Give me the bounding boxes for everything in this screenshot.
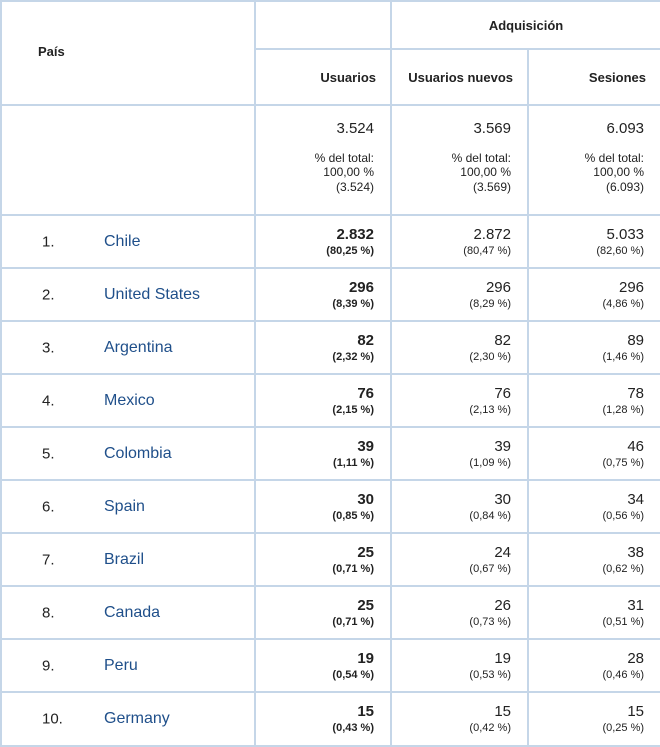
users-cell [255, 533, 391, 586]
row-rank: 5. [42, 445, 55, 462]
row-rank: 3. [42, 339, 55, 356]
totals-sessions-cell [528, 105, 660, 215]
country-cell [1, 586, 255, 639]
users-value: 296 [348, 278, 374, 296]
sessions-pct: (0,51 %) [602, 615, 645, 628]
users-value: 25 [357, 543, 374, 561]
new-users-value: 19 [494, 649, 511, 667]
users-cell [255, 480, 391, 533]
table-row [1, 215, 660, 268]
sessions-pct: (4,86 %) [602, 297, 645, 310]
new-users-cell [391, 586, 528, 639]
total-value: 3.569 [473, 120, 511, 137]
users-pct: (2,32 %) [332, 350, 374, 363]
country-cell [1, 533, 255, 586]
row-rank: 10. [42, 710, 63, 728]
new-users-pct: (1,09 %) [469, 456, 511, 469]
new-users-value: 26 [494, 596, 511, 614]
users-pct: (80,25 %) [326, 244, 374, 257]
users-pct: (0,54 %) [332, 668, 374, 681]
users-cell [255, 268, 391, 321]
table-row [1, 639, 660, 692]
new-users-value: 24 [494, 543, 511, 561]
total-label: % del total: [314, 151, 374, 165]
new-users-value: 296 [485, 278, 511, 296]
new-users-pct: (0,73 %) [469, 615, 511, 628]
sessions-pct: (0,75 %) [602, 456, 645, 469]
total-paren: (6.093) [605, 180, 645, 194]
new-users-pct: (2,13 %) [469, 403, 511, 416]
new-users-pct: (8,29 %) [469, 297, 511, 310]
total-paren: (3.569) [472, 180, 511, 194]
row-rank: 9. [42, 657, 55, 674]
acquisition-group-label: Adquisición [488, 17, 564, 33]
sessions-cell [528, 586, 660, 639]
total-paren: (3.524) [335, 180, 374, 194]
users-value: 76 [357, 384, 374, 402]
table-row [1, 374, 660, 427]
new-users-cell [391, 321, 528, 374]
new-users-value: 2.872 [473, 225, 511, 243]
total-value: 3.524 [336, 120, 374, 137]
country-cell [1, 215, 255, 268]
sessions-value: 296 [618, 278, 645, 296]
sessions-value: 89 [627, 331, 645, 349]
country-cell [1, 268, 255, 321]
users-cell [255, 374, 391, 427]
users-pct: (0,43 %) [332, 722, 374, 734]
column-header-empty [255, 1, 391, 49]
sessions-pct: (0,25 %) [602, 722, 645, 734]
column-header-sessions[interactable] [528, 49, 660, 105]
column-header-country[interactable] [1, 1, 255, 105]
table-row [1, 480, 660, 533]
row-rank: 2. [42, 286, 55, 303]
total-label: % del total: [451, 151, 511, 165]
sessions-value: 78 [627, 384, 645, 402]
totals-new-users-cell [391, 105, 528, 215]
users-value: 19 [357, 649, 374, 667]
sessions-value: 5.033 [606, 225, 645, 243]
sessions-cell [528, 321, 660, 374]
new-users-header-label: Usuarios nuevos [408, 69, 513, 85]
users-cell [255, 215, 391, 268]
new-users-cell [391, 639, 528, 692]
users-pct: (1,11 %) [333, 456, 374, 469]
users-value: 15 [357, 703, 374, 720]
new-users-value: 39 [494, 437, 511, 455]
new-users-pct: (0,42 %) [469, 722, 511, 734]
new-users-pct: (0,67 %) [469, 562, 511, 575]
column-header-users[interactable] [255, 49, 391, 105]
row-rank: 7. [42, 551, 55, 568]
column-header-new-users[interactable] [391, 49, 528, 105]
country-link[interactable]: United States [104, 285, 201, 303]
sessions-cell [528, 639, 660, 692]
users-pct: (0,71 %) [332, 562, 374, 575]
new-users-value: 82 [494, 331, 511, 349]
users-cell [255, 427, 391, 480]
users-pct: (2,15 %) [332, 403, 374, 416]
country-link[interactable]: Canada [104, 603, 161, 621]
table-row [1, 268, 660, 321]
country-cell [1, 374, 255, 427]
totals-row [1, 105, 660, 215]
country-link[interactable]: Mexico [104, 391, 155, 409]
new-users-value: 76 [494, 384, 511, 402]
country-cell [1, 321, 255, 374]
country-link[interactable]: Germany [104, 710, 170, 727]
new-users-pct: (0,53 %) [469, 668, 511, 681]
sessions-value: 46 [627, 437, 645, 455]
sessions-cell [528, 480, 660, 533]
users-header-label: Usuarios [320, 69, 376, 85]
sessions-cell [528, 692, 660, 746]
country-link[interactable]: Argentina [104, 338, 173, 356]
country-link[interactable]: Spain [104, 497, 145, 515]
table-row [1, 586, 660, 639]
sessions-value: 15 [627, 703, 645, 720]
country-cell [1, 639, 255, 692]
new-users-pct: (0,84 %) [469, 509, 511, 522]
new-users-value: 30 [494, 490, 511, 508]
table-row [1, 321, 660, 374]
row-rank: 8. [42, 604, 55, 621]
new-users-cell [391, 374, 528, 427]
users-cell [255, 586, 391, 639]
sessions-value: 31 [627, 596, 645, 614]
sessions-pct: (0,62 %) [602, 562, 645, 575]
users-pct: (8,39 %) [332, 297, 374, 310]
total-value: 6.093 [606, 120, 645, 137]
new-users-value: 15 [494, 703, 511, 720]
new-users-cell [391, 533, 528, 586]
total-pct: 100,00 % [460, 165, 511, 179]
country-header-label: País [38, 44, 65, 59]
country-cell [1, 427, 255, 480]
sessions-value: 38 [627, 543, 645, 561]
sessions-pct: (0,56 %) [602, 509, 645, 522]
users-value: 2.832 [336, 225, 374, 243]
new-users-cell [391, 480, 528, 533]
users-pct: (0,71 %) [332, 615, 374, 628]
sessions-cell [528, 533, 660, 586]
users-value: 25 [357, 596, 374, 614]
sessions-cell [528, 268, 660, 321]
sessions-header-label: Sesiones [588, 69, 647, 85]
users-value: 82 [357, 331, 374, 349]
new-users-cell [391, 268, 528, 321]
sessions-pct: (0,46 %) [602, 668, 645, 681]
sessions-cell [528, 374, 660, 427]
sessions-pct: (1,46 %) [602, 350, 645, 363]
row-rank: 4. [42, 392, 55, 409]
row-rank: 6. [42, 498, 55, 515]
users-pct: (0,85 %) [332, 509, 374, 522]
country-link[interactable]: Colombia [104, 444, 172, 462]
new-users-cell [391, 427, 528, 480]
users-value: 39 [357, 437, 374, 455]
country-link[interactable]: Chile [104, 232, 141, 250]
country-cell [1, 480, 255, 533]
users-cell [255, 692, 391, 746]
sessions-cell [528, 215, 660, 268]
sessions-value: 28 [627, 649, 645, 667]
users-value: 30 [357, 490, 374, 508]
row-rank: 1. [42, 233, 55, 250]
new-users-pct: (2,30 %) [469, 350, 511, 363]
country-link[interactable]: Brazil [104, 550, 145, 568]
new-users-cell [391, 692, 528, 746]
users-cell [255, 321, 391, 374]
table-row [1, 427, 660, 480]
column-group-acquisition [391, 1, 660, 49]
table-row [1, 692, 660, 746]
total-pct: 100,00 % [593, 165, 645, 179]
sessions-value: 34 [627, 490, 645, 508]
totals-country-cell [1, 105, 255, 215]
totals-users-cell [255, 105, 391, 215]
new-users-cell [391, 215, 528, 268]
total-label: % del total: [584, 151, 645, 165]
sessions-pct: (82,60 %) [596, 244, 645, 257]
total-pct: 100,00 % [323, 165, 374, 179]
sessions-pct: (1,28 %) [602, 403, 645, 416]
users-cell [255, 639, 391, 692]
header-row-group [1, 1, 660, 49]
sessions-cell [528, 427, 660, 480]
country-cell [1, 692, 255, 746]
table-row [1, 533, 660, 586]
new-users-pct: (80,47 %) [463, 244, 511, 257]
country-link[interactable]: Peru [104, 656, 138, 674]
